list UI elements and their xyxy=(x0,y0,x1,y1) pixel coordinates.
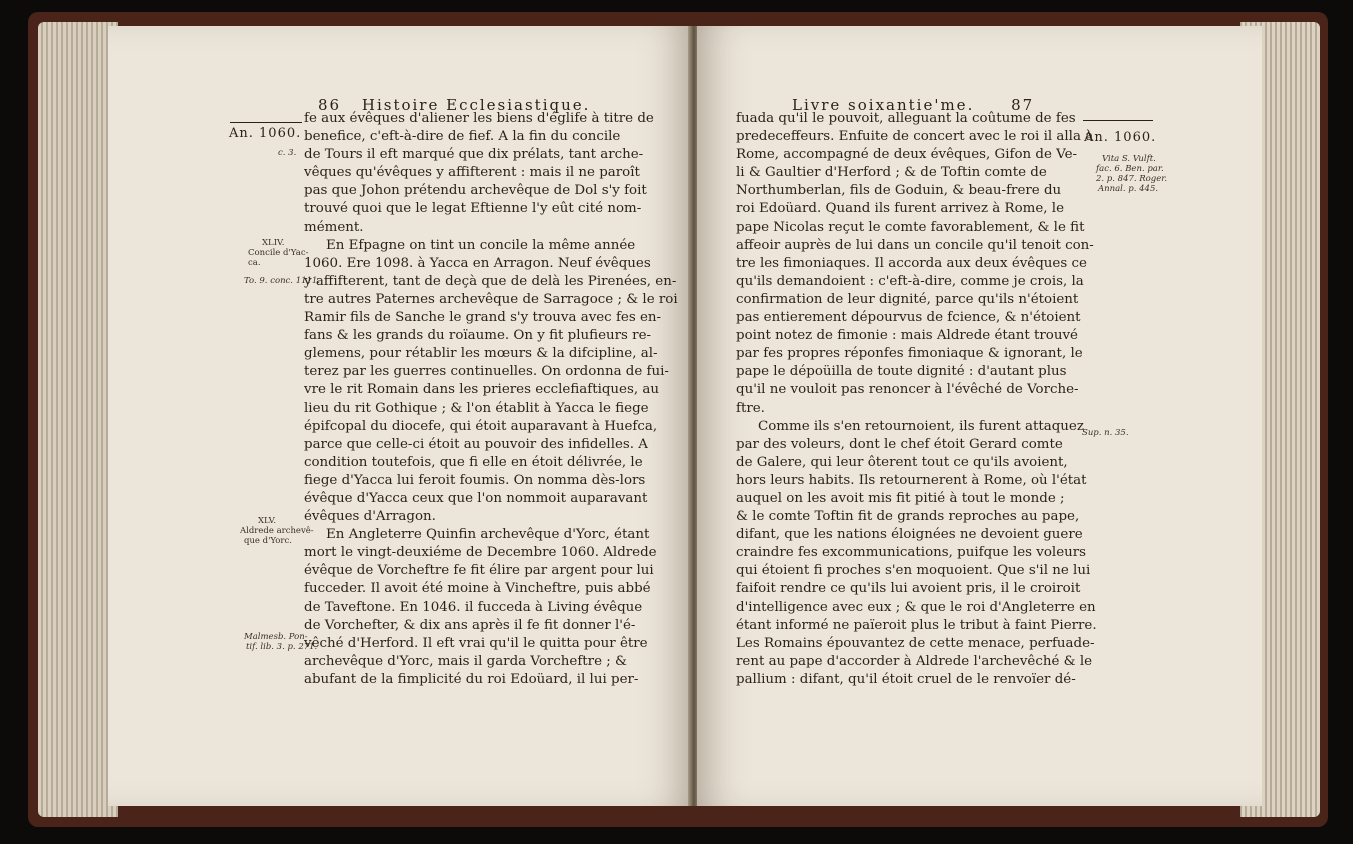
text-line: pallium : difant, qu'il étoit cruel de le renvoïer dé- xyxy=(736,671,1076,687)
text-line: fucceder. Il avoit été moine à Vincheftre, puis abbé xyxy=(304,581,651,597)
right-margin-rule xyxy=(1083,120,1153,121)
margin-note-concile-yacca: Concile d'Yac- xyxy=(248,248,309,258)
text-line: archevêque d'Yorc, mais il garda Vorcheftre ; & xyxy=(304,653,627,669)
left-running-title: Histoire Ecclesiastique. xyxy=(361,96,591,114)
margin-note-malmesb-2: tif. lib. 3. p. 271. xyxy=(246,642,318,652)
text-line: difant, que les nations éloignées ne devoient guere xyxy=(736,527,1083,543)
text-line: li & Gaultier d'Herford ; & de Toftin comte de xyxy=(736,165,1047,181)
margin-note-concile-yacca-2: ca. xyxy=(248,258,261,268)
text-line: auquel on les avoit mis fit pitié à tout le monde ; xyxy=(736,490,1065,506)
margin-note-vita: Vita S. Vulft. xyxy=(1102,154,1156,164)
margin-note-malmesb: Malmesb. Pon- xyxy=(244,632,308,642)
text-line: tre autres Paternes archevêque de Sarragoce ; & le roi xyxy=(304,291,678,307)
text-line: Les Romains épouvantez de cette menace, perfuade- xyxy=(736,635,1095,651)
text-line: trouvé quoi que le legat Eftienne l'y eût cité nom- xyxy=(304,201,642,217)
text-line: évêque d'Yacca ceux que l'on nommoit auparavant xyxy=(304,490,648,506)
text-line: craindre fes excommunications, puifque les voleurs xyxy=(736,545,1087,561)
text-line: pape le dépoüilla de toute dignité : d'autant plus xyxy=(736,364,1067,380)
margin-note-vita-3: 2. p. 847. Roger. xyxy=(1096,174,1168,184)
text-line: tre les fimoniaques. Il accorda aux deux évêques ce xyxy=(736,255,1087,271)
text-line: mort le vingt-deuxiéme de Decembre 1060. Aldrede xyxy=(304,545,657,561)
left-margin-year: An. 1060. xyxy=(229,126,302,141)
text-line: qui étoient fi proches s'en moquoient. Que s'il ne lui xyxy=(736,563,1091,579)
text-line: roi Edoüard. Quand ils furent arrivez à Rome, le xyxy=(736,201,1064,217)
margin-note-section-45: XLV. xyxy=(258,516,277,526)
text-line: Comme ils s'en retournoient, ils furent attaquez xyxy=(758,418,1084,434)
margin-note-conc-ref: To. 9. conc. 1111. xyxy=(244,276,321,286)
left-body-text xyxy=(304,110,678,689)
text-line: Rome, accompagné de deux évêques, Gifon de Ve- xyxy=(736,147,1078,163)
text-line: hors leurs habits. Ils retournerent à Rome, où l'état xyxy=(736,472,1087,488)
text-line: affeoir auprès de lui dans un concile qu'il tenoit con- xyxy=(736,237,1094,253)
text-line: par fes propres réponfes fimoniaque & ignorant, le xyxy=(736,346,1083,362)
text-line: point notez de fimonie : mais Aldrede étant trouvé xyxy=(736,328,1078,344)
text-line: fuada qu'il le pouvoit, alleguant la coûtume de fes xyxy=(736,111,1076,126)
text-line: Northumberlan, fils de Goduin, & beau-frere du xyxy=(736,183,1062,199)
text-line: qu'il ne vouloit pas renoncer à l'évêché de Vorche- xyxy=(736,382,1079,398)
text-line: fiege d'Yacca lui feroit foumis. On nomma dès-lors xyxy=(304,472,646,488)
text-line: épifcopal du diocefe, qui étoit auparavant à Huefca, xyxy=(304,418,658,434)
text-line: mément. xyxy=(304,219,364,235)
text-line: parce que celle-ci étoit au pouvoir des infidelles. A xyxy=(304,436,648,452)
text-line: Ramir fils de Sanche le grand s'y trouva avec fes en- xyxy=(304,310,662,326)
text-line: étant informé ne païeroit plus le tribut à faint Pierre. xyxy=(736,617,1097,633)
left-page-edges xyxy=(38,22,118,817)
text-line: rent au pape d'accorder à Aldrede l'archevêché & le xyxy=(736,653,1093,669)
text-line: En Efpagne on tint un concile la même année xyxy=(326,237,636,253)
right-running-title: Livre soixantie'me. xyxy=(792,96,975,114)
margin-note-sup: Sup. n. 35. xyxy=(1082,428,1129,438)
left-margin-rule xyxy=(230,122,302,123)
text-line: qu'ils demandoient : c'eft-à-dire, comme je crois, la xyxy=(736,273,1084,289)
text-line: y affifterent, tant de deçà que de delà les Pirenées, en- xyxy=(304,273,677,289)
text-line: ftre. xyxy=(736,400,765,416)
text-line: pas entierement dépourvus de fcience, & n'étoient xyxy=(736,310,1081,326)
text-line: pas que Johon prétendu archevêque de Dol s'y foit xyxy=(304,183,647,199)
text-line: lieu du rit Gothique ; & l'on établit à Yacca le fiege xyxy=(304,400,649,416)
text-line: 1060. Ere 1098. à Yacca en Arragon. Neuf évêques xyxy=(304,255,651,271)
margin-note-section-44: XLIV. xyxy=(262,238,285,248)
left-page-number: 86 xyxy=(318,96,342,114)
text-line: vêques qu'évêques y affifterent : mais il ne paroît xyxy=(304,165,640,181)
text-line: de Vorchefter, & dix ans après il fe fit donner l'é- xyxy=(304,617,636,633)
text-line: par des voleurs, dont le chef étoit Gerard comte xyxy=(736,436,1063,452)
text-line: glemens, pour rétablir les mœurs & la difcipline, al- xyxy=(304,346,658,362)
text-line: fans & les grands du roïaume. On y fit plufieurs re- xyxy=(304,328,652,344)
text-line: En Angleterre Quinfin archevêque d'Yorc, étant xyxy=(326,527,650,543)
right-margin-year: An. 1060. xyxy=(1084,130,1157,145)
text-line: vêché d'Herford. Il eft vrai qu'il le quitta pour être xyxy=(304,635,648,651)
text-line: & le comte Toftin fit de grands reproches au pape, xyxy=(736,509,1080,525)
text-line: condition toutefois, que fi elle en étoit délivrée, le xyxy=(304,454,643,470)
text-line: confirmation de leur dignité, parce qu'ils n'étoient xyxy=(736,291,1079,307)
text-line: évêques d'Arragon. xyxy=(304,509,436,525)
right-body-text xyxy=(736,110,1097,689)
text-line: d'intelligence avec eux ; & que le roi d'Angleterre en xyxy=(736,599,1096,615)
text-line: abufant de la fimplicité du roi Edoüard, il lui per- xyxy=(304,671,639,687)
text-line: faifoit rendre ce qu'ils lui avoient pris, il le croiroit xyxy=(736,581,1081,597)
margin-note-aldrede: Aldrede archevê- xyxy=(240,526,314,536)
text-line: predeceffeurs. Enfuite de concert avec le roi il alla à xyxy=(736,129,1094,145)
text-line: évêque de Vorcheftre fe fit élire par argent pour lui xyxy=(304,563,654,579)
right-page-number: 87 xyxy=(1011,96,1035,114)
text-line: terez par les guerres continuelles. On ordonna de fui- xyxy=(304,364,669,380)
text-line: fe aux évêques d'aliener les biens d'églife à titre de xyxy=(304,111,654,126)
text-line: pape Nicolas reçut le comte favorablement, & le fit xyxy=(736,219,1085,235)
margin-note-vita-4: Annal. p. 445. xyxy=(1098,184,1159,194)
text-line: vre le rit Romain dans les prieres ecclefiaftiques, au xyxy=(304,382,659,398)
margin-note-c3: c. 3. xyxy=(278,148,297,158)
text-line: de Galere, qui leur ôterent tout ce qu'ils avoient, xyxy=(736,454,1068,470)
text-line: de Tours il eft marqué que dix prélats, tant arche- xyxy=(304,147,644,163)
margin-note-aldrede-2: que d'Yorc. xyxy=(244,536,292,546)
text-line: benefice, c'eft-à-dire de fief. A la fin du concile xyxy=(304,129,621,145)
text-line: de Taveftone. En 1046. il fucceda à Living évêque xyxy=(304,599,643,615)
margin-note-vita-2: fac. 6. Ben. par. xyxy=(1096,164,1164,174)
